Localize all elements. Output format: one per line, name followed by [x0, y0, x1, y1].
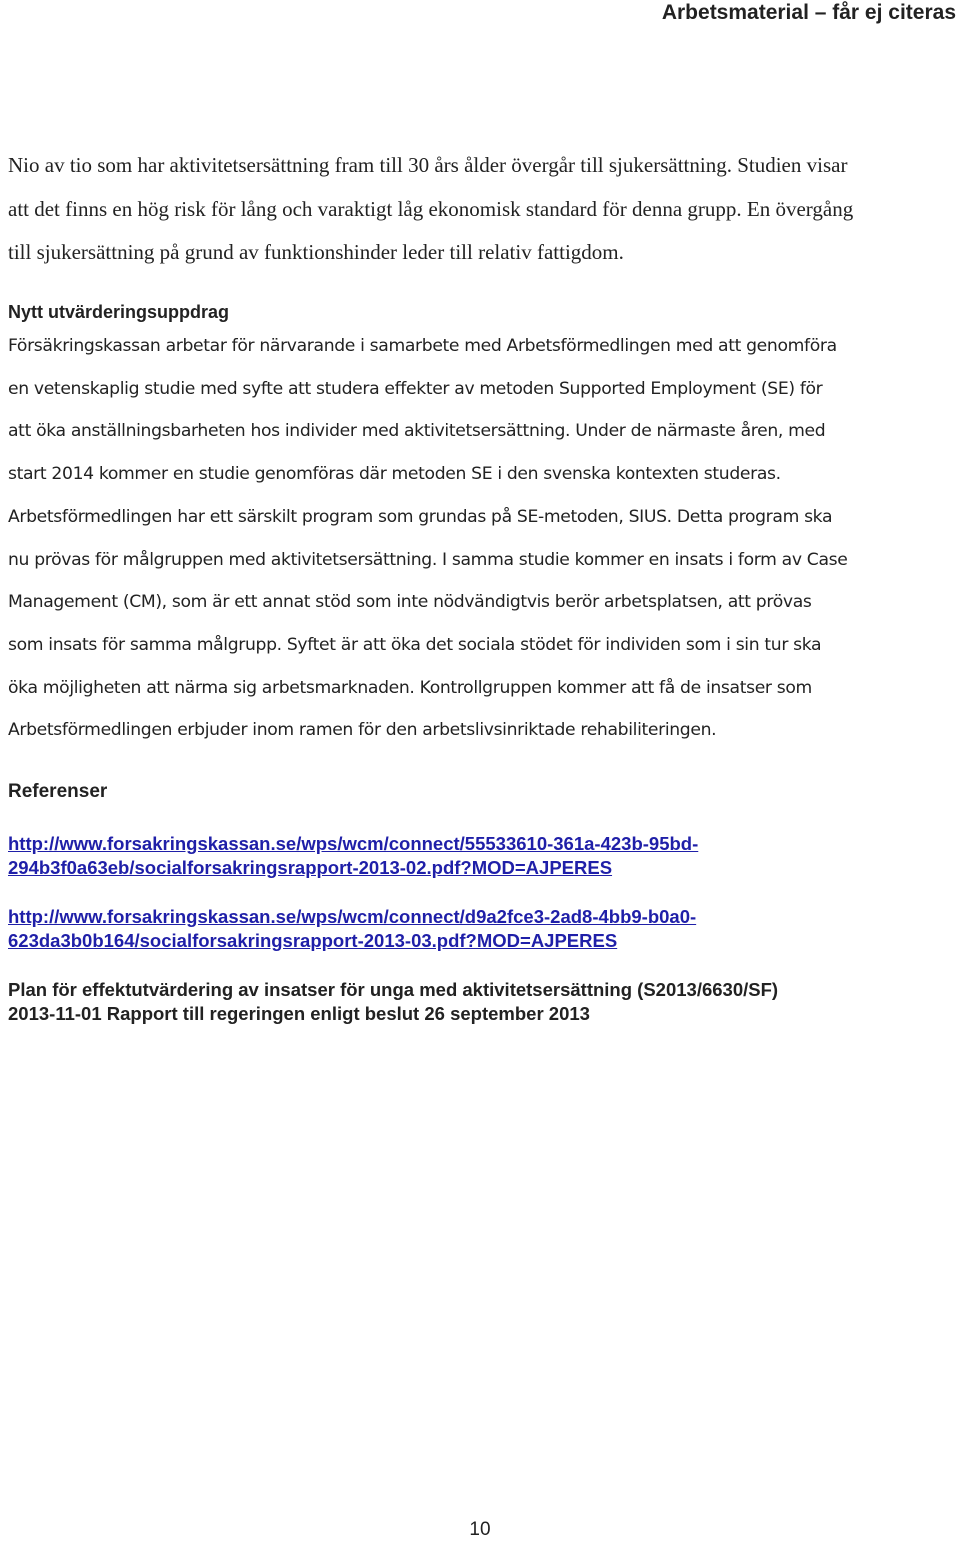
- paragraph-line: Management (CM), som är ett annat stöd som inte nödvändigtvis berör arbetsplatsen, att prövas: [8, 592, 812, 613]
- page-number: 10: [469, 1519, 491, 1540]
- paragraph-line: öka möjligheten att närma sig arbetsmarknaden. Kontrollgruppen kommer att få de insatser som: [8, 677, 812, 698]
- section-paragraph: [8, 325, 958, 752]
- intro-line: till sjukersättning på grund av funktionshinder leder till relativ fattigdom.: [8, 240, 624, 264]
- paragraph-line: Arbetsförmedlingen har ett särskilt program som grundas på SE-metoden, SIUS. Detta program ska: [8, 506, 833, 527]
- reference-link-1[interactable]: [8, 832, 908, 880]
- paragraph-line: start 2014 kommer en studie genomföras där metoden SE i den svenska kontexten studeras.: [8, 464, 781, 485]
- paragraph-line: Försäkringskassan arbetar för närvarande i samarbete med Arbetsförmedlingen med att genomföra: [8, 336, 837, 356]
- section-heading: Nytt utvärderingsuppdrag: [8, 302, 230, 322]
- reference-link-2[interactable]: [8, 905, 908, 953]
- paragraph-line: som insats för samma målgrupp. Syftet är att öka det sociala stödet för individen som i sin tur ska: [8, 634, 822, 655]
- paragraph-line: nu prövas för målgruppen med aktivitetsersättning. I samma studie kommer en insats i form av Case: [8, 549, 848, 570]
- reference-link-line: 623da3b0b164/socialforsakringsrapport-2013-03.pdf?MOD=AJPERES: [8, 930, 618, 951]
- intro-line: Nio av tio som har aktivitetsersättning fram till 30 års ålder övergår till sjukersättning. Studien visar: [8, 153, 848, 177]
- paragraph-line: Arbetsförmedlingen erbjuder inom ramen för den arbetslivsinriktade rehabiliteringen.: [8, 720, 717, 741]
- paragraph-line: att öka anställningsbarheten hos individer med aktivitetsersättning. Under de närmaste åren, med: [8, 421, 826, 442]
- intro-paragraph: [8, 144, 960, 275]
- document-watermark-header: Arbetsmaterial – får ej citeras: [661, 1, 956, 24]
- paragraph-line: en vetenskaplig studie med syfte att studera effekter av metoden Supported Employment (SE) för: [8, 378, 823, 399]
- reference-link-line: http://www.forsakringskassan.se/wps/wcm/connect/d9a2fce3-2ad8-4bb9-b0a0-: [8, 906, 697, 927]
- intro-line: att det finns en hög risk för lång och varaktigt låg ekonomisk standard för denna grupp. En övergång: [8, 196, 854, 221]
- plan-title: [8, 978, 948, 1026]
- references-heading: Referenser: [8, 781, 108, 802]
- reference-link-line: http://www.forsakringskassan.se/wps/wcm/connect/55533610-361a-423b-95bd-: [8, 833, 699, 854]
- reference-link-line: 294b3f0a63eb/socialforsakringsrapport-2013-02.pdf?MOD=AJPERES: [8, 857, 613, 878]
- plan-subtitle-line: 2013-11-01 Rapport till regeringen enligt beslut 26 september 2013: [8, 1003, 590, 1024]
- plan-title-line: Plan för effektutvärdering av insatser för unga med aktivitetsersättning (S2013/6630/SF): [8, 979, 779, 1000]
